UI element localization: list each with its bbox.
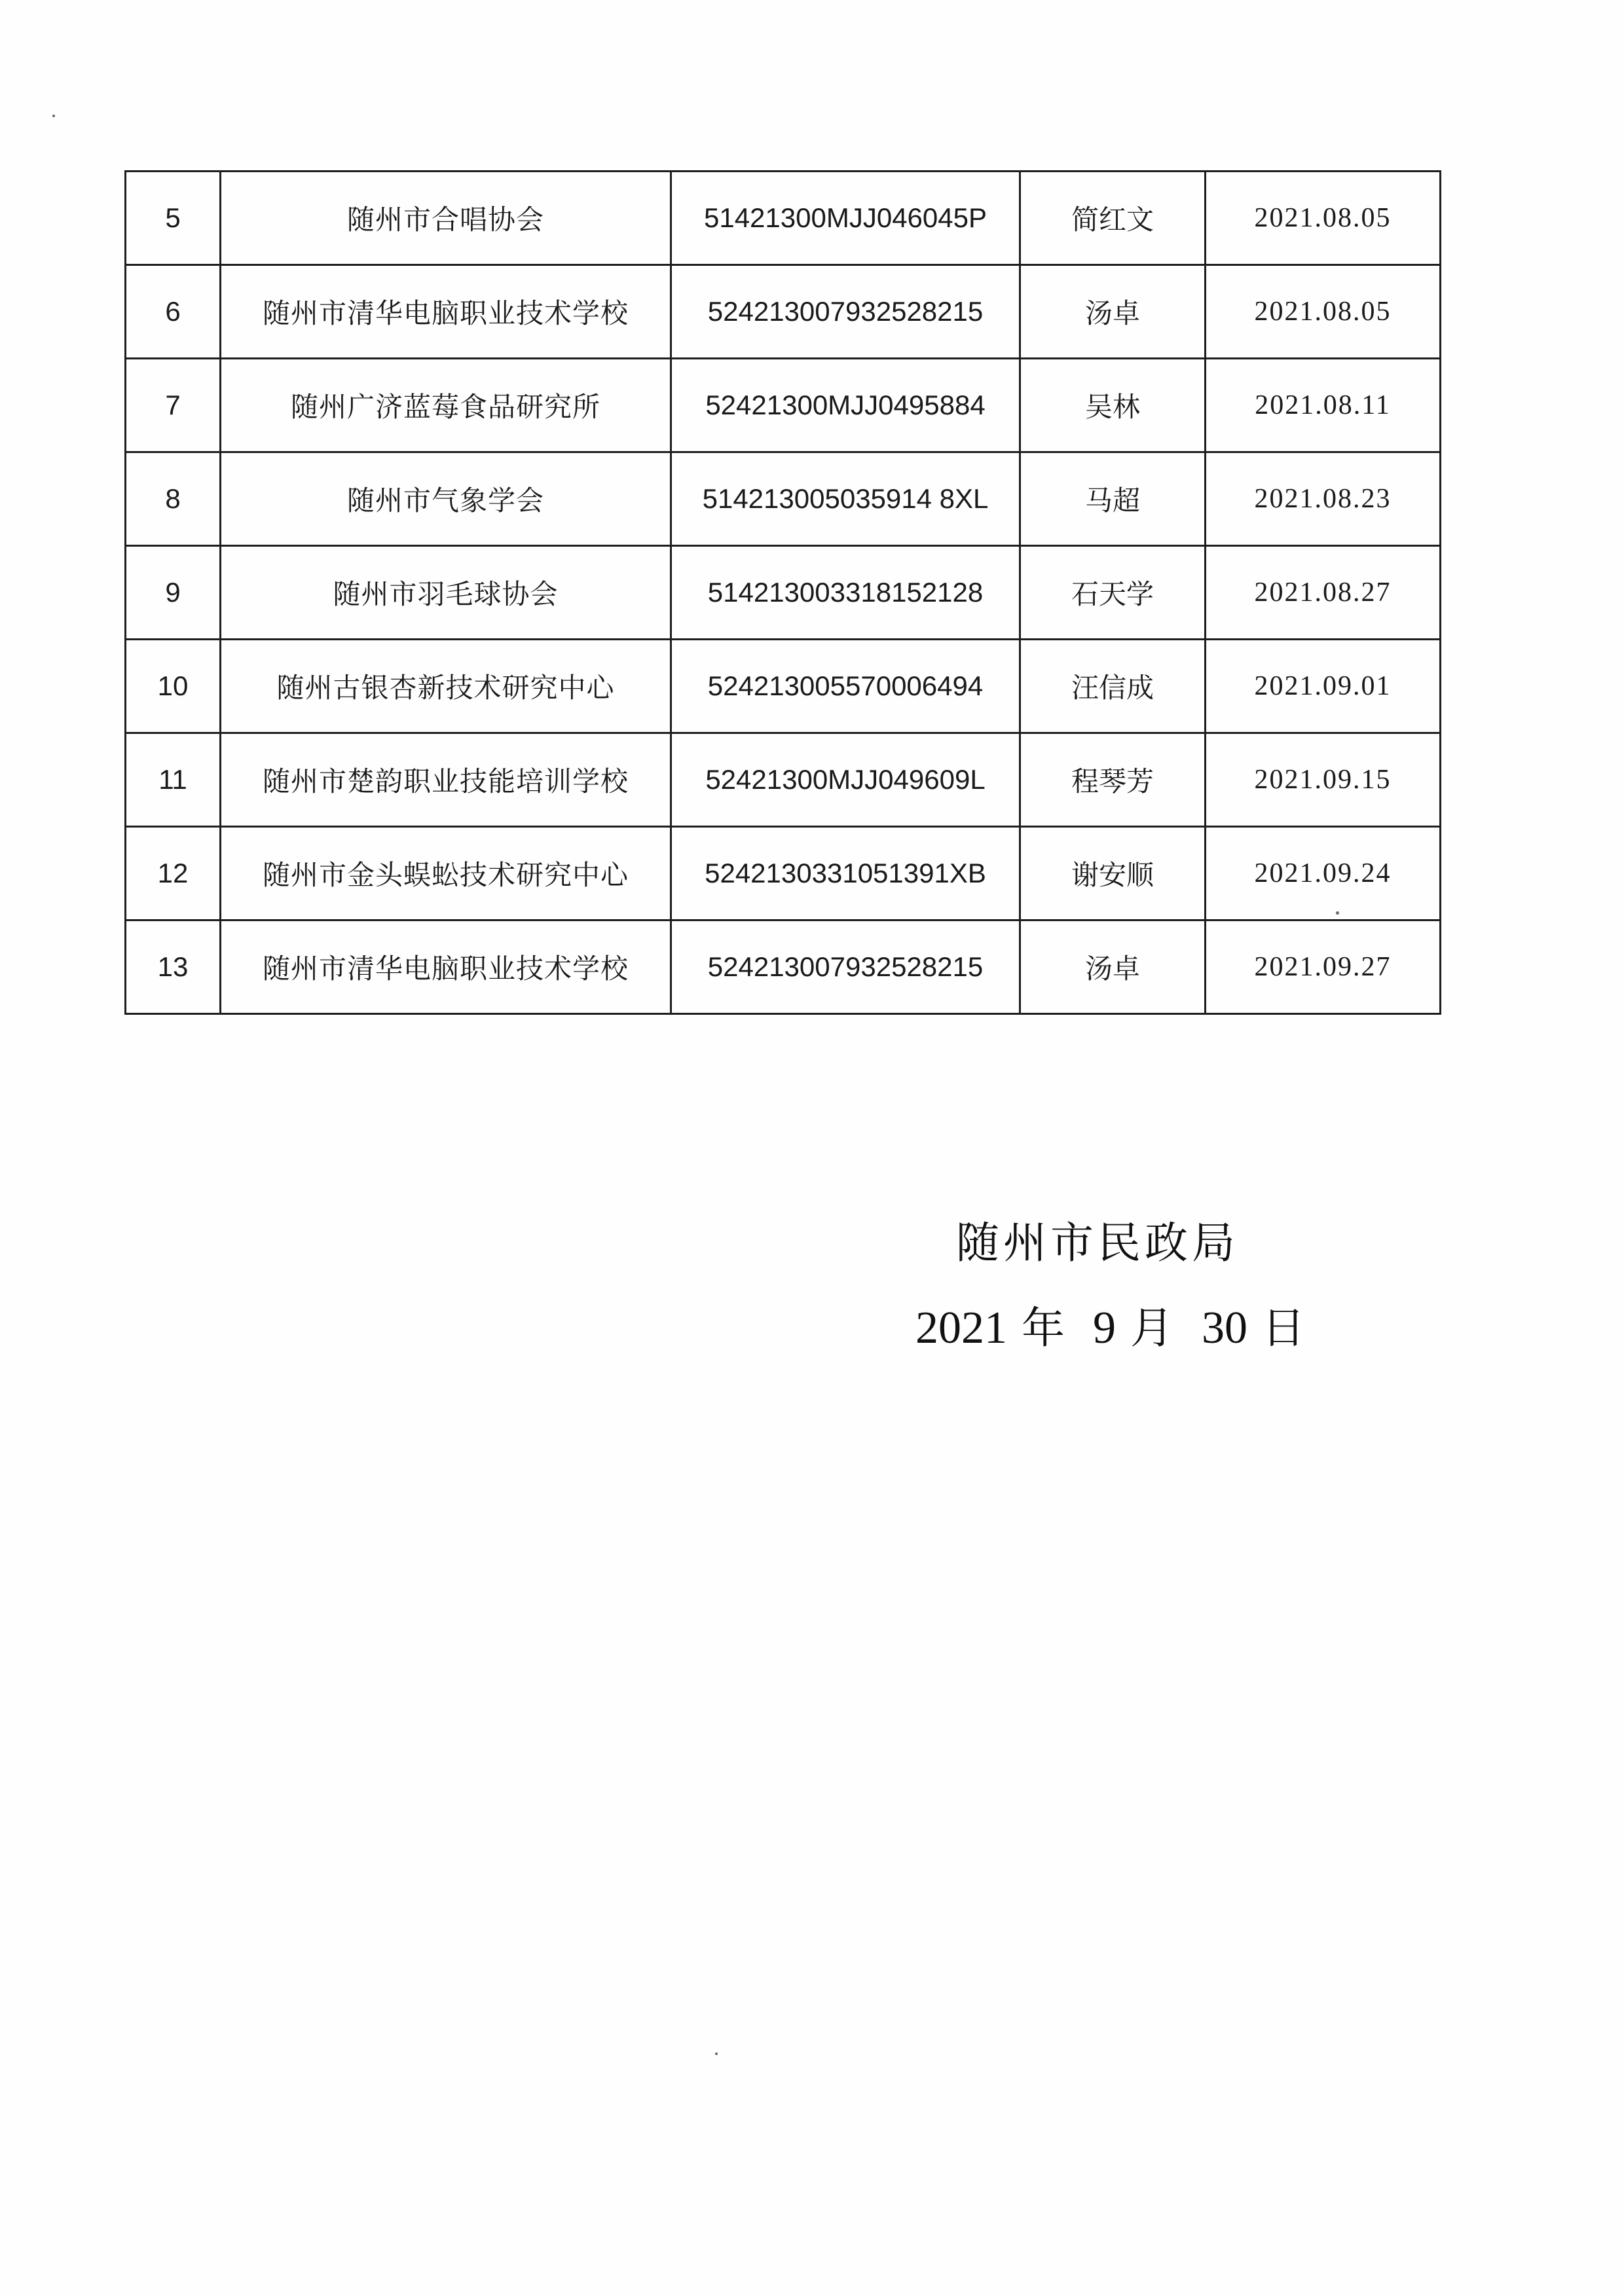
organization-name: 随州市合唱协会 <box>221 172 671 265</box>
record-date: 2021.08.05 <box>1206 265 1441 359</box>
credit-code: 5242130331051391XB <box>671 827 1020 920</box>
year-unit: 年 <box>1022 1303 1065 1353</box>
credit-code: 51421300MJJ046045P <box>671 172 1020 265</box>
issuing-authority: 随州市民政局 <box>956 1218 1239 1268</box>
table-row <box>126 733 1441 827</box>
organization-name: 随州市金头蜈蚣技术研究中心 <box>221 827 671 920</box>
row-number: 10 <box>126 640 221 733</box>
day-unit: 日 <box>1261 1303 1305 1353</box>
table-row <box>126 265 1441 359</box>
legal-representative: 汤卓 <box>1020 920 1206 1014</box>
record-date: 2021.09.15 <box>1206 733 1441 827</box>
table-row <box>126 546 1441 640</box>
record-date: 2021.09.24 <box>1206 827 1441 920</box>
row-number: 6 <box>126 265 221 359</box>
scan-speck <box>1336 911 1339 915</box>
table-row <box>126 172 1441 265</box>
legal-representative: 谢安顺 <box>1020 827 1206 920</box>
credit-code: 514213003318152128 <box>671 546 1020 640</box>
credit-code: 514213005035914 8XL <box>671 452 1020 546</box>
month-unit: 月 <box>1130 1303 1173 1353</box>
table-row <box>126 920 1441 1014</box>
record-date: 2021.09.27 <box>1206 920 1441 1014</box>
legal-representative: 吴林 <box>1020 359 1206 452</box>
legal-representative: 汪信成 <box>1020 640 1206 733</box>
record-date: 2021.08.11 <box>1206 359 1441 452</box>
credit-code: 524213005570006494 <box>671 640 1020 733</box>
table-row <box>126 640 1441 733</box>
row-number: 13 <box>126 920 221 1014</box>
record-date: 2021.08.05 <box>1206 172 1441 265</box>
table-row <box>126 452 1441 546</box>
organization-name: 随州古银杏新技术研究中心 <box>221 640 671 733</box>
row-number: 11 <box>126 733 221 827</box>
row-number: 12 <box>126 827 221 920</box>
record-date: 2021.08.27 <box>1206 546 1441 640</box>
issue-date <box>915 1293 1320 1355</box>
registration-table <box>124 170 1441 1015</box>
row-number: 9 <box>126 546 221 640</box>
issue-month: 9 <box>1092 1303 1116 1353</box>
row-number: 8 <box>126 452 221 546</box>
organization-name: 随州市楚韵职业技能培训学校 <box>221 733 671 827</box>
organization-name: 随州广济蓝莓食品研究所 <box>221 359 671 452</box>
organization-name: 随州市清华电脑职业技术学校 <box>221 265 671 359</box>
table-row <box>126 827 1441 920</box>
table-body <box>126 172 1441 1014</box>
organization-name: 随州市气象学会 <box>221 452 671 546</box>
record-date: 2021.08.23 <box>1206 452 1441 546</box>
record-date: 2021.09.01 <box>1206 640 1441 733</box>
row-number: 7 <box>126 359 221 452</box>
legal-representative: 石天学 <box>1020 546 1206 640</box>
credit-code: 524213007932528215 <box>671 265 1020 359</box>
scan-speck <box>715 2052 718 2055</box>
table-row <box>126 359 1441 452</box>
credit-code: 52421300MJJ049609L <box>671 733 1020 827</box>
row-number: 5 <box>126 172 221 265</box>
legal-representative: 马超 <box>1020 452 1206 546</box>
organization-name: 随州市羽毛球协会 <box>221 546 671 640</box>
legal-representative: 简红文 <box>1020 172 1206 265</box>
credit-code: 524213007932528215 <box>671 920 1020 1014</box>
credit-code: 52421300MJJ0495884 <box>671 359 1020 452</box>
scan-speck <box>52 115 55 117</box>
legal-representative: 程琴芳 <box>1020 733 1206 827</box>
issue-day: 30 <box>1201 1303 1247 1353</box>
issue-year: 2021 <box>915 1303 1007 1353</box>
legal-representative: 汤卓 <box>1020 265 1206 359</box>
organization-name: 随州市清华电脑职业技术学校 <box>221 920 671 1014</box>
